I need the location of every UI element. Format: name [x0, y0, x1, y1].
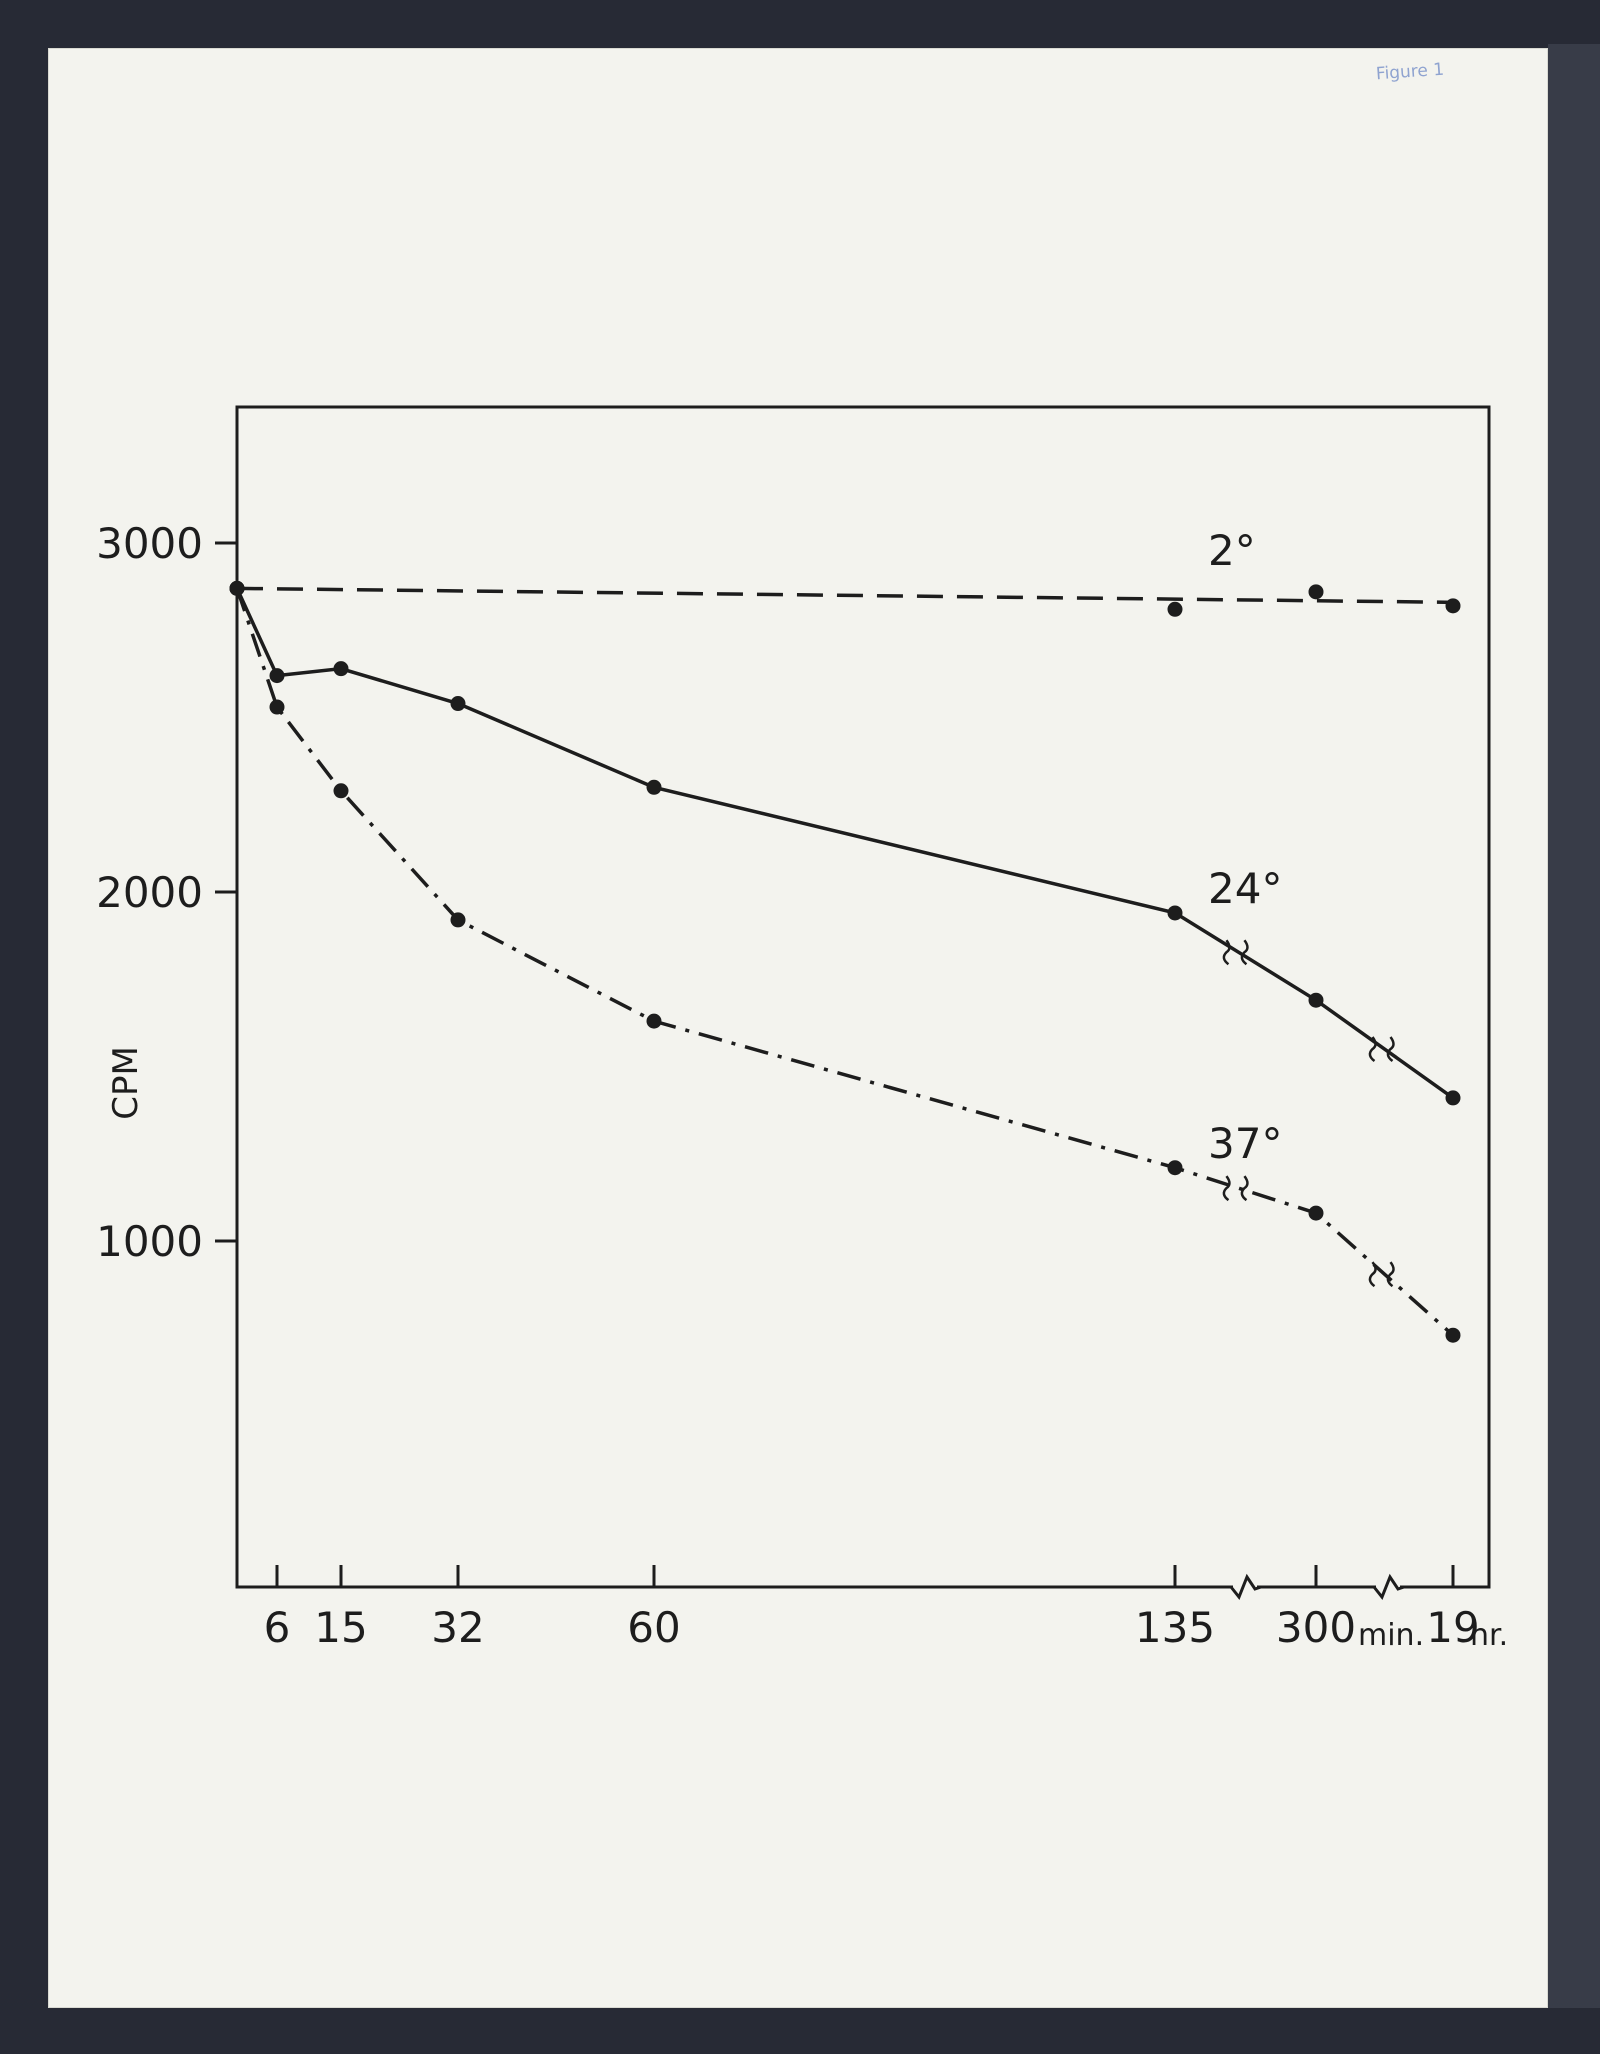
data-point-3-3: [334, 783, 349, 798]
series-3: [230, 581, 1461, 1343]
x-tick-label-300: 300: [1275, 1603, 1357, 1652]
x-axis: [264, 1565, 1509, 1653]
y-axis: [96, 519, 237, 1266]
series-line-2: [237, 588, 1453, 1098]
series-1: [230, 526, 1461, 617]
data-point-3-2: [270, 700, 285, 715]
data-point-1-4: [1446, 598, 1461, 613]
y-axis-title: CPM: [106, 1046, 146, 1120]
series-break-mark: [1224, 1176, 1230, 1200]
series-2: [230, 581, 1461, 1106]
y-tick-label-3000: 3000: [96, 519, 203, 568]
x-tick-label-19: 19: [1426, 1603, 1480, 1652]
data-point-2-2: [270, 668, 285, 683]
data-point-3-4: [451, 912, 466, 927]
data-point-3-1: [230, 581, 245, 596]
series-label-3: 37°: [1208, 1119, 1283, 1168]
data-point-3-6: [1168, 1160, 1183, 1175]
data-point-2-5: [647, 780, 662, 795]
y-tick-label-2000: 2000: [96, 868, 203, 917]
series-break-mark: [1388, 1262, 1394, 1286]
plot-frame: [237, 407, 1489, 1587]
series-line-1: [237, 588, 1453, 602]
data-point-2-4: [451, 696, 466, 711]
x-tick-label-60: 60: [627, 1603, 681, 1652]
x-tick-label-32: 32: [431, 1603, 485, 1652]
series-line-3: [237, 588, 1453, 1335]
x-tick-label-6: 6: [263, 1603, 291, 1652]
x-unit-label-hr: hr.: [1470, 1618, 1509, 1653]
data-point-1-2: [1168, 602, 1183, 617]
data-point-3-5: [647, 1014, 662, 1029]
data-point-2-7: [1309, 993, 1324, 1008]
data-point-2-8: [1446, 1090, 1461, 1105]
series-break-mark: [1242, 940, 1248, 964]
data-point-3-8: [1446, 1328, 1461, 1343]
series-label-1: 2°: [1208, 526, 1256, 575]
figure-note: Figure 1: [1375, 59, 1445, 85]
series-label-2: 24°: [1208, 864, 1283, 913]
x-tick-label-15: 15: [314, 1603, 368, 1652]
series-break-mark: [1388, 1037, 1394, 1061]
x-tick-label-135: 135: [1134, 1603, 1216, 1652]
series-layer: [230, 526, 1461, 1343]
data-point-1-3: [1309, 584, 1324, 599]
x-unit-label-min: min.: [1358, 1618, 1425, 1653]
data-point-2-3: [334, 661, 349, 676]
data-point-2-6: [1168, 905, 1183, 920]
y-tick-label-1000: 1000: [96, 1217, 203, 1266]
data-point-3-7: [1309, 1206, 1324, 1221]
